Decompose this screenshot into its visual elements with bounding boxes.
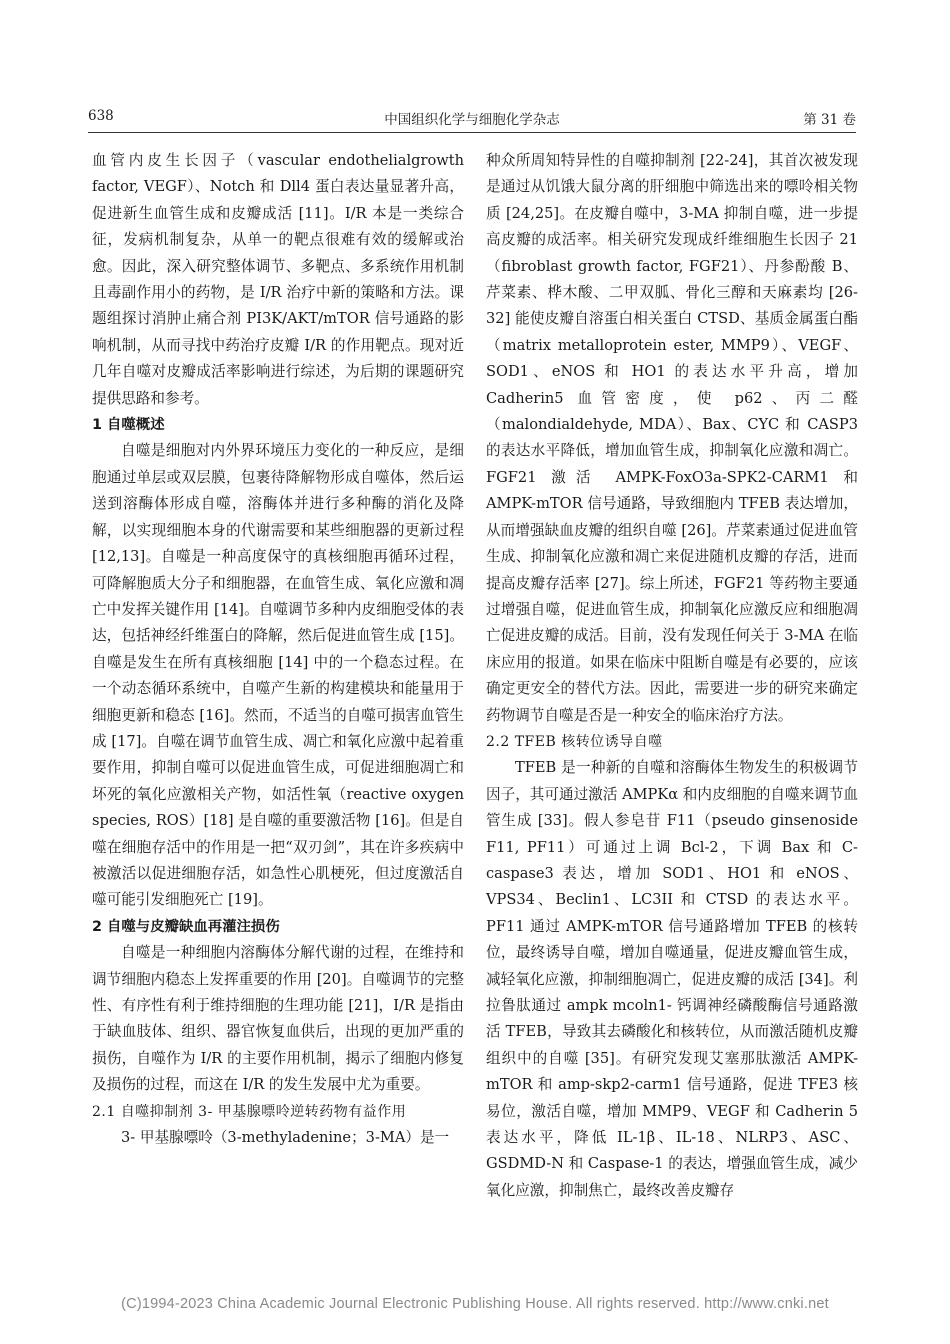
right-column — [486, 148, 858, 1204]
body-paragraph: 种众所周知特异性的自噬抑制剂 [22-24]，其首次被发现是通过从饥饿大鼠分离的肝细胞中筛选出来的嘌呤相关物质 [24,25]。在皮瓣自噬中，3-MA 抑制自噬，进一步提高皮瓣的成活率。相关研究发现成纤维细胞生长因子 21（fibroblast growth factor, FGF21）、丹参酚酸 B、芹菜素、桦木酸、二甲双胍、骨化三醇和天麻素均 [26-32] 能使皮瓣自溶蛋白相关蛋白 CTSD、基质金属蛋白酯（matrix metalloprotein ester, MMP9）、VEGF、SOD1、eNOS 和 HO1 的表达水平升高，增加 Cadherin5 血管密度，使 p62、丙二醛（malondialdehyde, MDA）、Bax、CYC 和 CASP3 的表达水平降低，增加血管生成，抑制氧化应激和凋亡。FGF21 激活 AMPK-FoxO3a-SPK2-CARM1 和 AMPK-mTOR 信号通路，导致细胞内 TFEB 表达增加，从而增强缺血皮瓣的组织自噬 [26]。芹菜素通过促进血管生成、抑制氧化应激和凋亡来促进随机皮瓣的存活，进而提高皮瓣存活率 [27]。综上所述，FGF21 等药物主要通过增强自噬，促进血管生成，抑制氧化应激反应和细胞凋亡促进皮瓣的成活。目前，没有发现任何关于 3-MA 在临床应用的报道。如果在临床中阻断自噬是有必要的，应该确定更安全的替代方法。因此，需要进一步的研究来确定药物调节自噬是否是一种安全的临床治疗方法。 — [486, 152, 858, 724]
section-heading: 1 自噬概述 — [92, 417, 165, 434]
body-paragraph: 血管内皮生长因子（vascular endothelialgrowth factor, VEGF）、Notch 和 Dll4 蛋白表达量显著升高，促进新生血管生成和皮瓣成活 [11]。I/R 本是一类综合征，发病机制复杂，从单一的靶点很难有效的缓解或治愈。因此，深入研究整体调节、多靶点、多系统作用机制且毒副作用小的药物，是 I/R 治疗中新的策略和方法。课题组探讨消肿止痛合剂 PI3K/AKT/mTOR 信号通路的影响机制，从而寻找中药治疗皮瓣 I/R 的作用靶点。现对近几年自噬对皮瓣成活率影响进行综述，为后期的课题研究提供思路和参考。 — [92, 152, 464, 407]
body-paragraph: 自噬是一种细胞内溶酶体分解代谢的过程，在维持和调节细胞内稳态上发挥重要的作用 [20]。自噬调节的完整性、有序性有利于维持细胞的生理功能 [21]，I/R 是指由于缺血肢体、组织、器官恢复血供后，出现的更加严重的损伤，自噬作为 I/R 的主要作用机制，揭示了细胞内修复及损伤的过程，而这在 I/R 的发生发展中尤为重要。 — [92, 944, 464, 1094]
volume-label: 第 31 卷 — [803, 112, 856, 128]
running-header — [88, 108, 856, 130]
subsection-heading: 2.1 自噬抑制剂 3- 甲基腺嘌呤逆转药物有益作用 — [92, 1103, 407, 1120]
journal-title: 中国组织化学与细胞化学杂志 — [384, 112, 560, 128]
header-rule — [88, 132, 856, 133]
page-number: 638 — [88, 108, 114, 124]
left-column — [92, 148, 464, 1151]
body-paragraph: TFEB 是一种新的自噬和溶酶体生物发生的积极调节因子，其可通过激活 AMPKα 和内皮细胞的自噬来调节血管生成 [33]。假人参皂苷 F11（pseudo ginsenoside F11, PF11）可通过上调 Bcl-2，下调 Bax 和 C-caspase3 表达，增加 SOD1、HO1 和 eNOS、VPS34、Beclin1、LC3II 和 CTSD 的表达水平。PF11 通过 AMPK-mTOR 信号通路增加 TFEB 的核转位，最终诱导自噬，增加自噬通量，促进皮瓣血管生成，减轻氧化应激，抑制细胞凋亡，促进皮瓣的成活 [34]。利拉鲁肽通过 ampk mcoln1- 钙调神经磷酸酶信号通路激活 TFEB，导致其去磷酸化和核转位，从而激活随机皮瓣组织中的自噬 [35]。有研究发现艾塞那肽激活 AMPK-mTOR 和 amp-skp2-carm1 信号通路，促进 TFE3 核易位，激活自噬，增加 MMP9、VEGF 和 Cadherin 5 表达水平，降低 IL-1β、IL-18、NLRP3、ASC、GSDMD-N 和 Caspase-1 的表达，增强血管生成，减少氧化应激，抑制焦亡，最终改善皮瓣存 — [486, 759, 858, 1199]
body-paragraph: 3- 甲基腺嘌呤（3-methyladenine；3-MA）是一 — [121, 1129, 450, 1147]
copyright-footer: (C)1994-2023 China Academic Journal Electronic Publishing House. All rights reserved. http://www.cnki.net — [121, 1296, 829, 1312]
body-paragraph: 自噬是细胞对内外界环境压力变化的一种反应，是细胞通过单层或双层膜，包裹待降解物形成自噬体，然后运送到溶酶体形成自噬，溶酶体并进行多种酶的消化及降解，以实现细胞本身的代谢需要和某些细胞器的更新过程 [12,13]。自噬是一种高度保守的真核细胞再循环过程，可降解胞质大分子和细胞器，在血管生成、氧化应激和凋亡中发挥关键作用 [14]。自噬调节多种内皮细胞受体的表达，包括神经纤维蛋白的降解，然后促进血管生成 [15]。自噬是发生在所有真核细胞 [14] 中的一个稳态过程。在一个动态循环系统中，自噬产生新的构建模块和能量用于细胞更新和稳态 [16]。然而，不适当的自噬可损害血管生成 [17]。自噬在调节血管生成、凋亡和氧化应激中起着重要作用，抑制自噬可以促进血管生成，可促进细胞凋亡和坏死的氧化应激相关产物，如活性氧（reactive oxygen species, ROS）[18] 是自噬的重要激活物 [16]。但是自噬在细胞存活中的作用是一把“双刃剑”，其在许多疾病中被激活以促进细胞存活，如急性心肌梗死，但过度激活自噬可能引发细胞死亡 [19]。 — [92, 442, 464, 909]
subsection-heading: 2.2 TFEB 核转位诱导自噬 — [486, 733, 663, 750]
section-heading: 2 自噬与皮瓣缺血再灌注损伤 — [92, 918, 280, 935]
